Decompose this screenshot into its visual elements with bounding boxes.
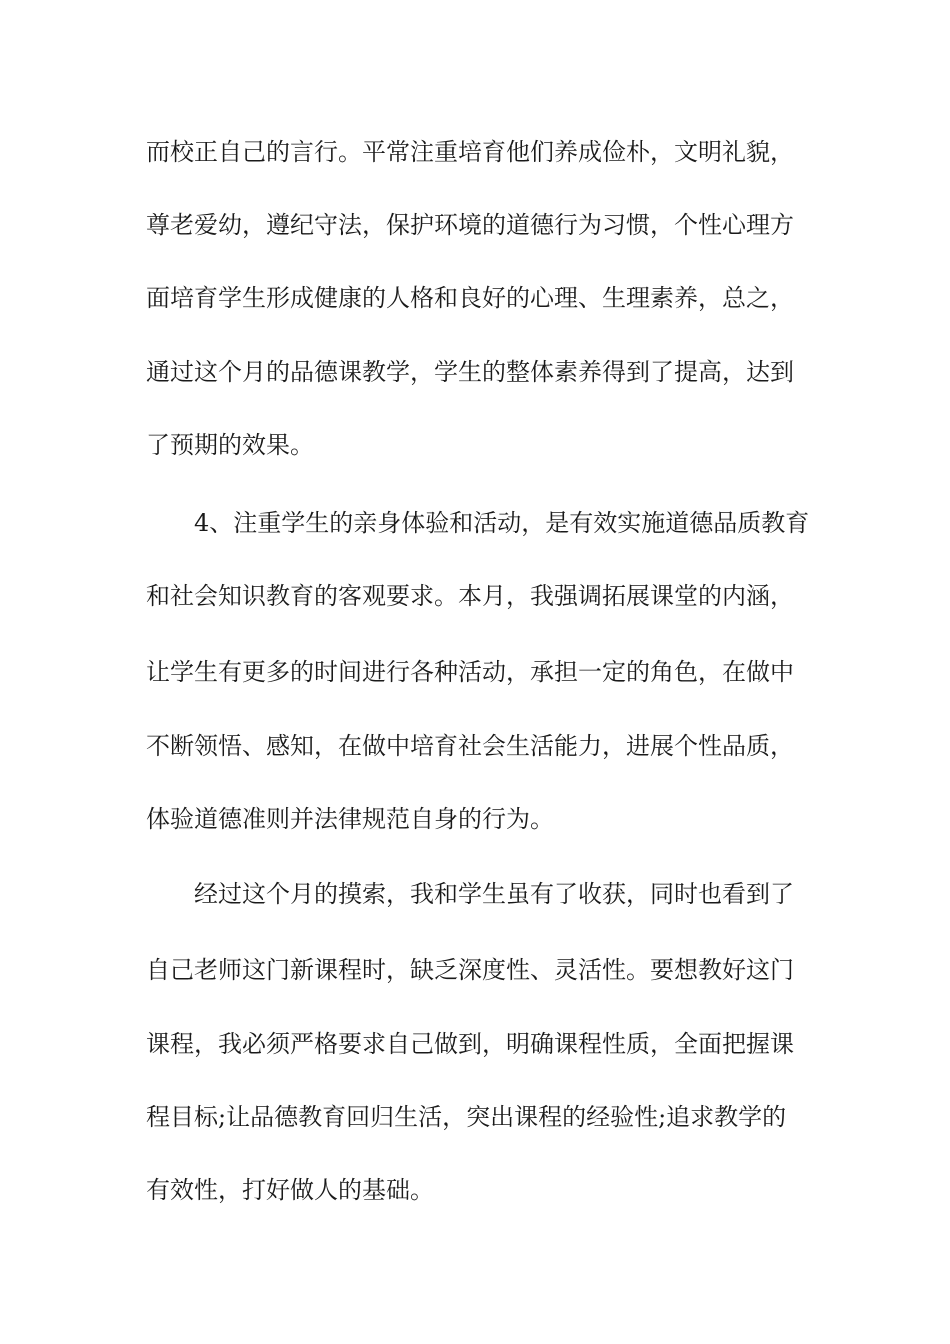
text-line: 和社会知识教育的客观要求。本月，我强调拓展课堂的内涵， [146, 582, 794, 610]
text-line: 了预期的效果。 [146, 431, 314, 459]
text-line: 让学生有更多的时间进行各种活动，承担一定的角色，在做中 [146, 658, 794, 686]
text-line: 而校正自己的言行。平常注重培育他们养成俭朴，文明礼貌， [146, 138, 794, 166]
text-line: 不断领悟、感知，在做中培育社会生活能力，进展个性品质， [146, 732, 794, 760]
text-line: 体验道德准则并法律规范自身的行为。 [146, 805, 554, 833]
text-line: 经过这个月的摸索，我和学生虽有了收获，同时也看到了 [194, 880, 794, 908]
text-line: 面培育学生形成健康的人格和良好的心理、生理素养，总之， [146, 284, 794, 312]
text-line: 课程，我必须严格要求自己做到，明确课程性质，全面把握课 [146, 1030, 794, 1058]
text-line: 程目标;让品德教育回归生活，突出课程的经验性;追求教学的 [146, 1103, 787, 1131]
text-line: 4、注重学生的亲身体验和活动，是有效实施道德品质教育 [194, 509, 810, 537]
text-line: 尊老爱幼，遵纪守法，保护环境的道德行为习惯，个性心理方 [146, 211, 794, 239]
text-line: 有效性，打好做人的基础。 [146, 1176, 434, 1204]
text-line: 自己老师这门新课程时，缺乏深度性、灵活性。要想教好这门 [146, 956, 794, 984]
text-line: 通过这个月的品德课教学，学生的整体素养得到了提高，达到 [146, 358, 794, 386]
